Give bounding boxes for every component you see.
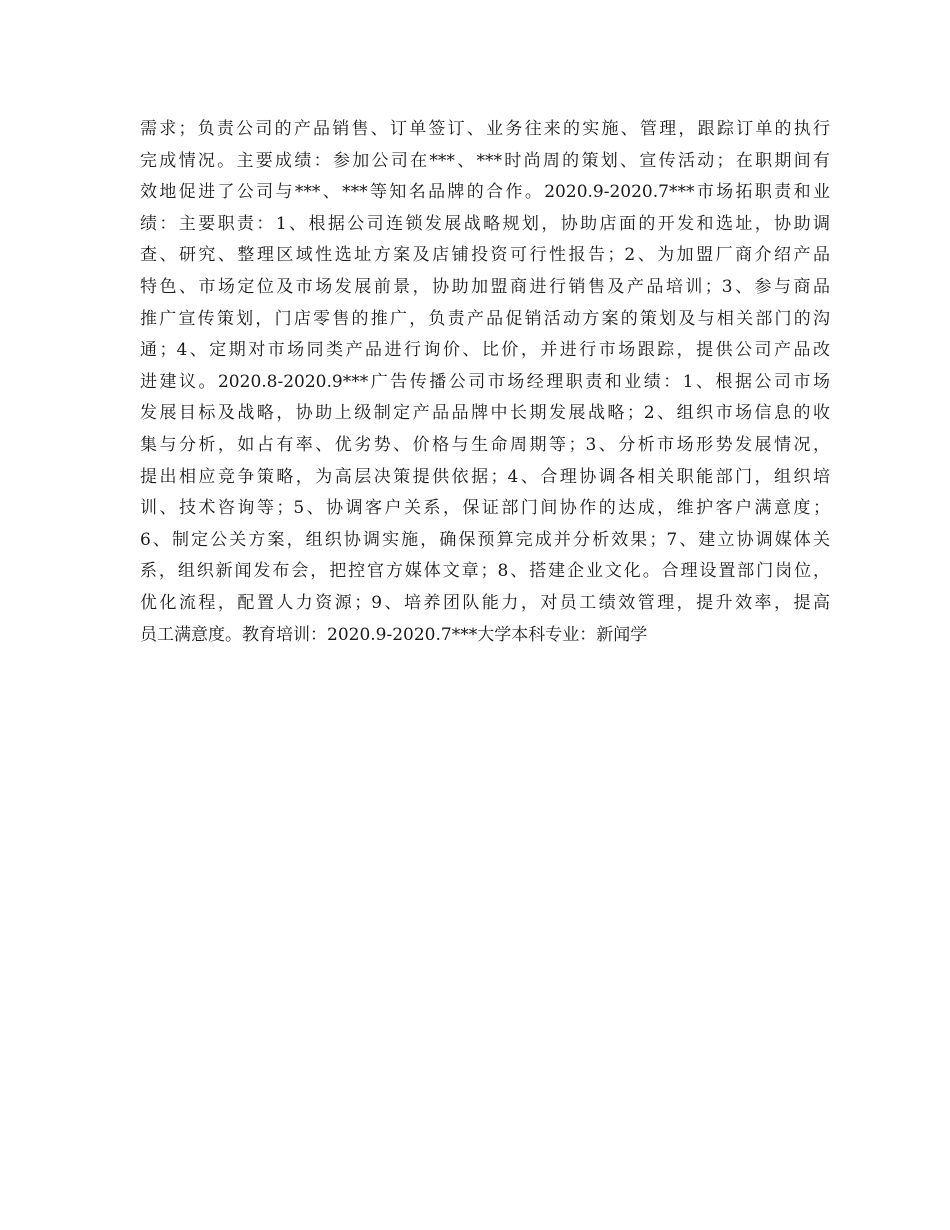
text-line: 系，组织新闻发布会，把控官方媒体文章；8、搭建企业文化。合理设置部门岗位， — [140, 561, 830, 582]
text-line: 集与分析，如占有率、优劣势、价格与生命周期等；3、分析市场形势发展情况， — [140, 434, 830, 455]
text-line: 需求；负责公司的产品销售、订单签订、业务往来的实施、管理，跟踪订单的执行 — [140, 119, 830, 139]
text-line: 完成情况。主要成绩：参加公司在***、***时尚周的策划、宣传活动；在职期间有 — [140, 150, 830, 171]
text-line: 发展目标及战略，协助上级制定产品品牌中长期发展战略；2、组织市场信息的收 — [140, 403, 830, 424]
text-line: 提出相应竞争策略，为高层决策提供依据；4、合理协调各相关职能部门，组织培 — [140, 466, 830, 487]
text-line: 优化流程，配置人力资源；9、培养团队能力，对员工绩效管理，提升效率，提高 — [140, 592, 830, 613]
text-line: 推广宣传策划，门店零售的推广，负责产品促销活动方案的策划及与相关部门的沟 — [140, 308, 830, 329]
text-line: 查、研究、整理区域性选址方案及店铺投资可行性报告；2、为加盟厂商介绍产品 — [140, 245, 830, 266]
text-line: 6、制定公关方案，组织协调实施，确保预算完成并分析效果；7、建立协调媒体关 — [140, 529, 830, 550]
text-line: 特色、市场定位及市场发展前景，协助加盟商进行销售及产品培训；3、参与商品 — [140, 276, 830, 297]
text-line: 通；4、定期对市场同类产品进行询价、比价，并进行市场跟踪，提供公司产品改 — [140, 340, 830, 361]
body-paragraph — [140, 114, 830, 651]
text-line: 员工满意度。教育培训：2020.9-2020.7***大学本科专业：新闻学 — [140, 624, 648, 645]
text-line: 进建议。2020.8-2020.9***广告传播公司市场经理职责和业绩：1、根据公司市场 — [140, 371, 830, 392]
text-line: 效地促进了公司与***、***等知名品牌的合作。2020.9-2020.7***市场拓职责和业 — [140, 182, 830, 203]
text-line: 训、技术咨询等；5、协调客户关系，保证部门间协作的达成，维护客户满意度； — [140, 498, 830, 519]
text-line: 绩：主要职责：1、根据公司连锁发展战略规划，协助店面的开发和选址，协助调 — [140, 213, 830, 234]
